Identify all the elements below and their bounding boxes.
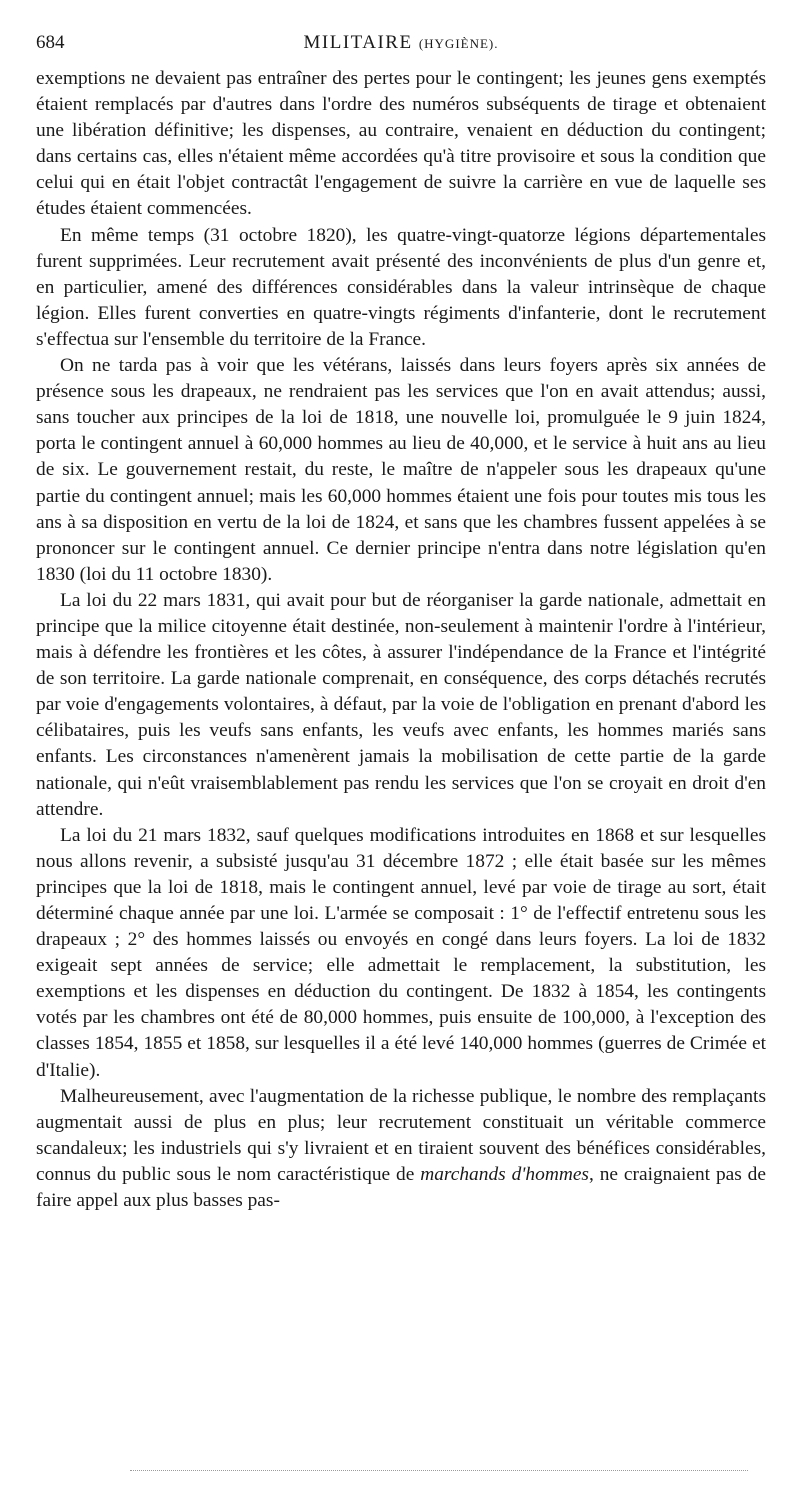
running-title-wrapper	[36, 30, 766, 57]
page-header	[36, 30, 766, 56]
running-subtitle: (HYGIÈNE).	[418, 36, 499, 51]
paragraph-6-text-after: , ne craignaient pas de faire appel aux plus basses pas-	[36, 1163, 766, 1212]
paragraph-1: exemptions ne devaient pas entraîner des pertes pour le contingent; les jeunes gens exemptés étaient remplacés par d'autres dans l'ordre des numéros subséquents de tirage et obtenaient une libération définitive; les dispenses, au contraire, venaient en déduction du contingent; dans certains cas, elles n'étaient même accordées qu'à titre provisoire et sous la condition que celui qui en était l'objet contractât l'engagement de suivre la carrière en vue de laquelle ses études étaient commencées.	[36, 68, 766, 220]
paragraph-5: La loi du 21 mars 1832, sauf quelques modifications introduites en 1868 et sur lesquelles nous allons revenir, a subsisté jusqu'au 31 décembre 1872 ; elle était basée sur les mêmes principes que la loi de 1818, mais le contingent annuel, levé par voie de tirage au sort, était déterminé chaque année par une loi. L'armée se composait : 1° de l'effectif entretenu sous les drapeaux ; 2° des hommes laissés ou envoyés en congé dans leurs foyers. La loi de 1832 exigeait sept années de service; elle admettait le remplacement, la substitution, les exemptions et les dispenses en déduction du contingent. De 1832 à 1854, les contingents votés par les chambres ont été de 80,000 hommes, puis ensuite de 100,000, à l'exception des classes 1854, 1855 et 1858, sur lesquelles il a été levé 140,000 hommes (guerres de Crimée et d'Italie).	[36, 824, 766, 1081]
body-text	[36, 66, 766, 1214]
paragraph-2: En même temps (31 octobre 1820), les quatre-vingt-quatorze légions départementales furent supprimées. Leur recrutement avait présenté des inconvénients de plus d'un genre et, en particulier, amené des différences considérables dans la valeur intrinsèque de chaque légion. Elles furent converties en quatre-vingts régiments d'infanterie, dont le recrutement s'effectua sur l'ensemble du territoire de la France.	[36, 224, 766, 350]
paragraph-6-text-before: Malheureusement, avec l'augmentation de la richesse publique, le nombre des remplaçants augmentait aussi de plus en plus; leur recrutement constituait un véritable commerce scandaleux; les industriels qui s'y livraient et en tiraient souvent des bénéfices considérables, connus du public sous le nom caractéristique de	[36, 1085, 766, 1185]
page-number: 684	[36, 32, 65, 53]
footer-dotted-rule	[130, 1470, 748, 1471]
paragraph-6-italic-term: marchands d'hommes	[420, 1163, 589, 1185]
paragraph-4: La loi du 22 mars 1831, qui avait pour but de réorganiser la garde nationale, admettait en principe que la milice citoyenne était destinée, non-seulement à maintenir l'ordre à l'intérieur, mais à défendre les frontières et les côtes, à assurer l'indépendance de la France et l'intégrité de son territoire. La garde nationale comprenait, en conséquence, des corps détachés recrutés par voie d'engagements volontaires, à défaut, par la voie de l'obligation en prenant d'abord les célibataires, puis les veufs sans enfants, les veufs avec enfants, les hommes mariés sans enfants. Les circonstances n'amenèrent jamais la mobilisation de cette partie de la garde nationale, qui n'eût vraisemblablement pas rendu les services que l'on se croyait en droit d'en attendre.	[36, 589, 766, 820]
running-title: MILITAIRE	[303, 32, 413, 53]
paragraph-6	[36, 1084, 766, 1214]
paragraph-3: On ne tarda pas à voir que les vétérans, laissés dans leurs foyers après six années de présence sous les drapeaux, ne rendraient pas les services que l'on en avait attendus; aussi, sans toucher aux principes de la loi de 1818, une nouvelle loi, promulguée le 9 juin 1824, porta le contingent annuel à 60,000 hommes au lieu de 40,000, et le service à huit ans au lieu de six. Le gouvernement restait, du reste, le maître de n'appeler sous les drapeaux qu'une partie du contingent annuel; mais les 60,000 hommes étaient une fois pour toutes mis tous les ans à sa disposition en vertu de la loi de 1824, et sans que les chambres fussent appelées à se prononcer sur le contingent annuel. Ce dernier principe n'entra dans notre législation qu'en 1830 (loi du 11 octobre 1830).	[36, 355, 766, 585]
